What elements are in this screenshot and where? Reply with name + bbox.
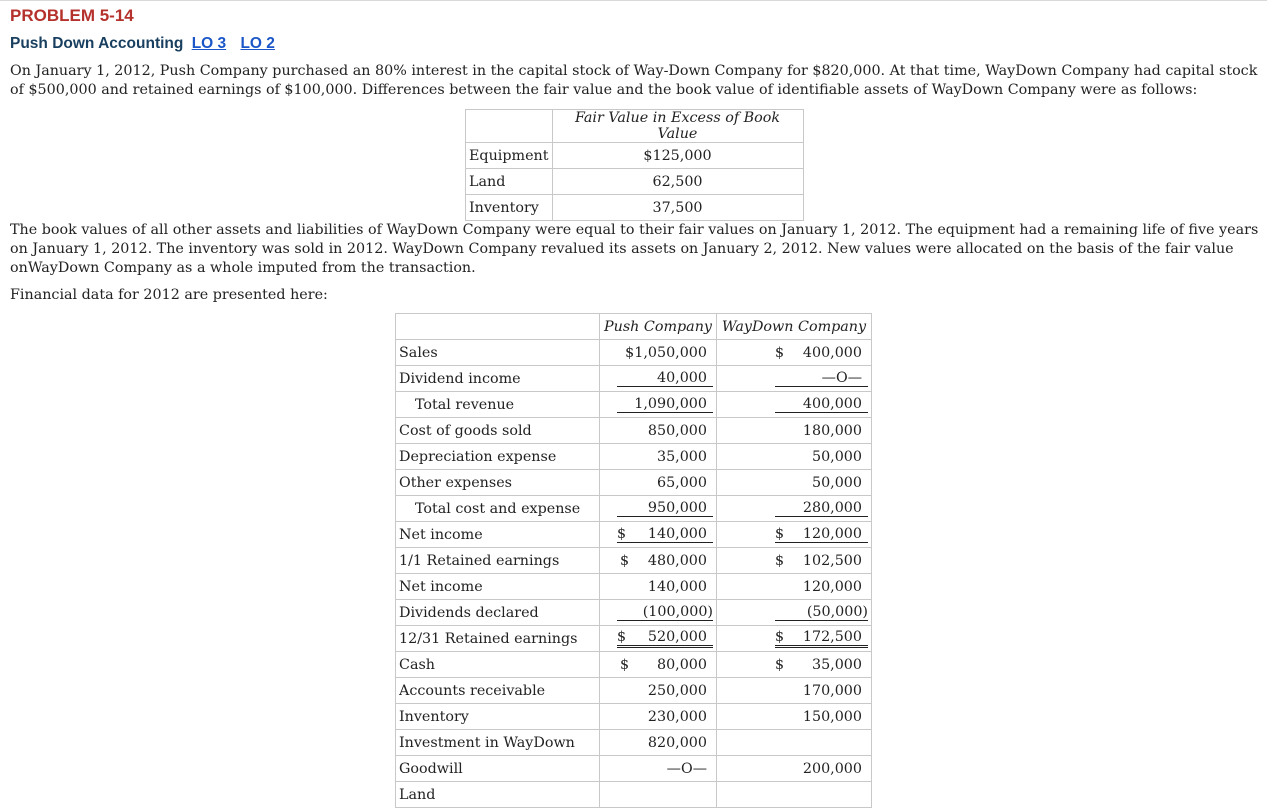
fin-header-empty xyxy=(396,314,600,340)
row-label: Depreciation expense xyxy=(396,444,600,470)
push-value: 65,000 xyxy=(656,474,707,491)
row-label: Total cost and expense xyxy=(396,496,600,522)
row-label: Goodwill xyxy=(396,756,600,782)
waydown-value: —O— xyxy=(821,370,862,386)
push-value: 1,090,000 xyxy=(634,396,707,412)
waydown-value: 170,000 xyxy=(802,682,862,699)
intro-paragraph: On January 1, 2012, Push Company purchased an 80% interest in the capital stock of Way-Down Company for $820,000. At that time, WayDown Company had capital stock of $500,000 and retained earnings of $100,000. Differences between the fair value and the book value of identifiable assets of WayDown Company were as follows: xyxy=(10,63,1258,98)
waydown-value: 400,000 xyxy=(802,396,862,412)
table-row xyxy=(466,195,804,221)
table-row xyxy=(466,143,804,169)
push-value: $1,050,000 xyxy=(625,344,707,361)
push-value: 820,000 xyxy=(647,734,707,751)
fv-header: Fair Value in Excess of Book Value xyxy=(552,110,803,143)
financial-intro: Financial data for 2012 are presented here: xyxy=(10,287,328,303)
lo2-link[interactable]: LO 2 xyxy=(240,35,275,52)
waydown-value: 120,000 xyxy=(802,526,862,542)
subtitle-text: Push Down Accounting xyxy=(10,35,184,52)
table-row xyxy=(396,496,872,522)
table-row xyxy=(396,678,872,704)
waydown-value: 200,000 xyxy=(802,760,862,777)
push-value: 850,000 xyxy=(647,422,707,439)
table-row xyxy=(396,522,872,548)
table-row xyxy=(396,444,872,470)
row-label: Cash xyxy=(396,652,600,678)
table-row xyxy=(466,169,804,195)
dollar-sign: $ xyxy=(775,656,785,673)
table-row xyxy=(396,626,872,652)
middle-paragraph: The book values of all other assets and liabilities of WayDown Company were equal to their fair values on January 1, 2012. The equipment had a remaining life of five years on January 1, 2012. The inventory was sold in 2012. WayDown Company revalued its assets on January 2, 2012. New values were allocated on the basis of the fair value onWayDown Company as a whole imputed from the transaction. xyxy=(10,222,1259,276)
fv-value: $125,000 xyxy=(552,143,803,169)
table-row xyxy=(396,574,872,600)
table-row xyxy=(396,418,872,444)
push-value: 35,000 xyxy=(656,448,707,465)
table-row xyxy=(396,392,872,418)
fv-value: 37,500 xyxy=(552,195,803,221)
fv-value: 62,500 xyxy=(552,169,803,195)
dollar-sign: $ xyxy=(775,552,785,569)
row-label: Investment in WayDown xyxy=(396,730,600,756)
row-label: Land xyxy=(396,782,600,808)
table-row xyxy=(396,340,872,366)
waydown-value: (50,000) xyxy=(806,604,868,620)
table-row xyxy=(396,730,872,756)
row-label: Cost of goods sold xyxy=(396,418,600,444)
lo3-link[interactable]: LO 3 xyxy=(191,35,227,52)
push-value: 250,000 xyxy=(647,682,707,699)
dollar-sign: $ xyxy=(775,344,785,361)
waydown-value: 35,000 xyxy=(811,656,862,673)
dollar-sign: $ xyxy=(617,629,627,645)
financial-data-table xyxy=(395,313,872,808)
table-row xyxy=(396,470,872,496)
section-subtitle xyxy=(10,35,275,53)
table-row xyxy=(396,600,872,626)
waydown-value: 150,000 xyxy=(802,708,862,725)
waydown-value: 120,000 xyxy=(802,578,862,595)
row-label: 12/31 Retained earnings xyxy=(396,626,600,652)
dollar-sign: $ xyxy=(620,552,630,569)
push-company-header: Push Company xyxy=(600,314,717,340)
dollar-sign: $ xyxy=(775,526,785,542)
row-label: 1/1 Retained earnings xyxy=(396,548,600,574)
push-value: 520,000 xyxy=(647,629,707,645)
waydown-value: 180,000 xyxy=(802,422,862,439)
problem-title: PROBLEM 5-14 xyxy=(10,6,134,25)
fv-label: Land xyxy=(466,169,553,195)
waydown-value: 50,000 xyxy=(811,474,862,491)
push-value: 140,000 xyxy=(647,526,707,542)
push-value: —O— xyxy=(666,760,707,777)
waydown-company-header: WayDown Company xyxy=(717,314,872,340)
row-label: Inventory xyxy=(396,704,600,730)
table-row xyxy=(396,652,872,678)
row-label: Accounts receivable xyxy=(396,678,600,704)
row-label: Dividends declared xyxy=(396,600,600,626)
row-label: Dividend income xyxy=(396,366,600,392)
fv-header-empty xyxy=(466,110,553,143)
waydown-value: 400,000 xyxy=(802,344,862,361)
push-value: (100,000) xyxy=(642,604,713,620)
dollar-sign: $ xyxy=(775,629,785,645)
row-label: Net income xyxy=(396,574,600,600)
push-value: 40,000 xyxy=(656,370,707,386)
waydown-value: 50,000 xyxy=(811,448,862,465)
push-value: 80,000 xyxy=(656,656,707,673)
push-value: 950,000 xyxy=(647,500,707,516)
push-value: 480,000 xyxy=(647,552,707,569)
table-row xyxy=(396,756,872,782)
table-row xyxy=(396,782,872,808)
push-value: 230,000 xyxy=(647,708,707,725)
table-row xyxy=(396,704,872,730)
waydown-value: 280,000 xyxy=(802,500,862,516)
dollar-sign: $ xyxy=(620,656,630,673)
waydown-value: 102,500 xyxy=(802,552,862,569)
top-divider xyxy=(0,0,1267,1)
dollar-sign: $ xyxy=(617,526,627,542)
row-label: Net income xyxy=(396,522,600,548)
row-label: Other expenses xyxy=(396,470,600,496)
row-label: Total revenue xyxy=(396,392,600,418)
waydown-value: 172,500 xyxy=(802,629,862,645)
push-value: 140,000 xyxy=(647,578,707,595)
row-label: Sales xyxy=(396,340,600,366)
table-row xyxy=(396,548,872,574)
fv-label: Equipment xyxy=(466,143,553,169)
fv-label: Inventory xyxy=(466,195,553,221)
table-row xyxy=(396,366,872,392)
fair-value-table xyxy=(465,109,804,221)
